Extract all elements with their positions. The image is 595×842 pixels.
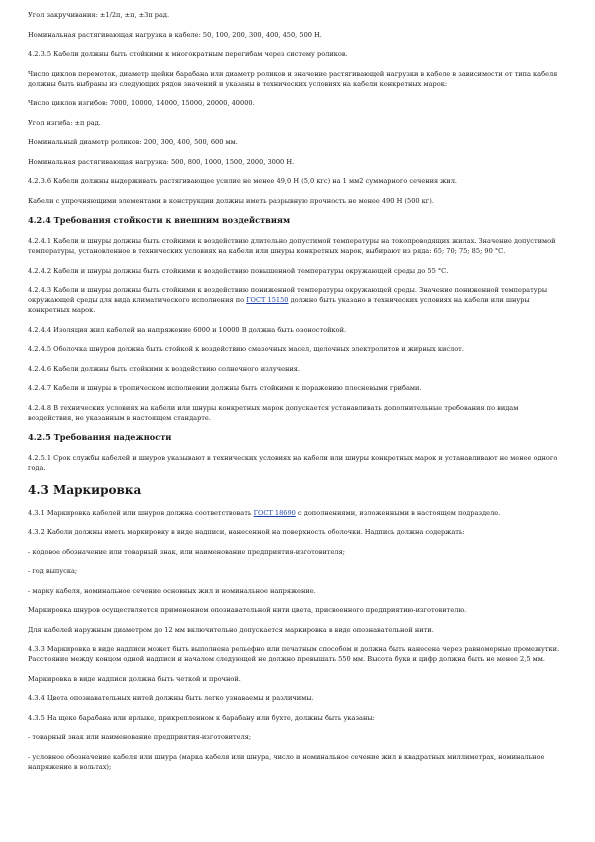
paragraph	[28, 285, 565, 315]
paragraph	[28, 508, 565, 518]
paragraph: Угол изгиба: ±π рад.	[28, 118, 101, 127]
paragraph: - марку кабеля, номинальное сечение основных жил и номинальное напряжение.	[28, 586, 316, 595]
subsection-heading: 4.2.4 Требования стойкости к внешним воздействиям	[28, 215, 291, 225]
paragraph: Маркировка в виде надписи должна быть четкой и прочной.	[28, 674, 241, 683]
standard-link[interactable]: ГОСТ 18690	[253, 508, 296, 517]
paragraph: - кодовое обозначение или товарный знак, или наименование предприятия-изготовителя;	[28, 547, 345, 556]
paragraph: 4.2.3.5 Кабели должны быть стойкими к многократным перегибам через систему роликов.	[28, 50, 348, 58]
paragraph: 4.2.4.5 Оболочка шнуров должна быть стойкой к воздействию смазочных масел, щелочных электролитов и жирных кислот.	[28, 345, 464, 353]
paragraph: Число циклов изгибов: 7000, 10000, 14000, 15000, 20000, 40000.	[28, 99, 255, 107]
paragraph: 4.3.4 Цвета опознавательных нитей должны быть легко узнаваемы и различимы.	[28, 694, 314, 702]
paragraph: 4.3.5 На щеке барабана или ярлыке, прикрепленном к барабану или бухте, должны быть указаны:	[28, 713, 375, 722]
paragraph: - год выпуска;	[28, 567, 78, 575]
paragraph: Угол закручивания: ±1/2π, ±π, ±3π рад.	[28, 11, 170, 19]
paragraph: 4.2.4.2 Кабели и шнуры должны быть стойкими к воздействию повышенной температуры окружающей среды до 55 °С.	[28, 266, 449, 275]
paragraph: 4.2.4.6 Кабели должны быть стойкими к воздействию солнечного излучения.	[28, 364, 301, 373]
paragraph-text: с дополнениями, изложенными в настоящем подразделе.	[295, 508, 501, 517]
paragraph: Маркировка шнуров осуществляется применением опознавательной нити цвета, присвоенного предприятию-изготовителю.	[28, 606, 467, 614]
paragraph-text: должно быть указано в технических условиях на кабели или шнуры конкретных марок.	[28, 296, 530, 314]
paragraph: Номинальная растягивающая нагрузка в кабеле: 50, 100, 200, 300, 400, 450, 500 Н.	[28, 30, 322, 39]
paragraph: 4.2.4.4 Изоляция жил кабелей на напряжение 6000 и 10000 В должна быть озоностойкой.	[28, 325, 347, 334]
paragraph: 4.2.3.6 Кабели должны выдерживать растягивающее усилие не менее 49,0 Н (5,0 кгс) на 1 мм2 суммарного сечения жил.	[28, 177, 458, 185]
paragraph: 4.2.5.1 Срок службы кабелей и шнуров указывают в технических условиях на кабели или шнуры конкретных марок и устанавливают не менее одного года.	[28, 454, 558, 472]
paragraph: 4.3.3 Маркировка в виде надписи может быть выполнена рельефно или печатным способом и должна быть нанесена через равномерные промежутки. Расстояние между концом одной надписи и началом следующей не должно превышать 550 мм. Высота букв и цифр должна быть не менее 2,5 мм.	[28, 645, 560, 663]
paragraph-text: 4.2.4.3 Кабели и шнуры должны быть стойкими к воздействию пониженной температуры окружающей среды. Значение пониженной температуры окружающей среды для вида климатического исполнения по	[28, 286, 548, 304]
paragraph: Число циклов перемоток, диаметр щейки барабана или диаметр роликов и значение растягивающей нагрузки в кабеле в зависимости от типа кабеля должны быть выбраны из следующих рядов значений и указаны в технических условиях на кабели конкретных марок:	[28, 69, 558, 88]
paragraph: - товарный знак или наименование предприятия-изготовителя;	[28, 733, 252, 741]
paragraph: 4.2.4.8 В технических условиях на кабели или шнуры конкретных марок допускается устанавливать дополнительные требования по видам воздействия, не указанным в настоящем стандарте.	[28, 403, 519, 422]
paragraph: Номинальная растягивающая нагрузка: 500, 800, 1000, 1500, 2000, 3000 Н.	[28, 157, 295, 166]
paragraph: - условное обозначение кабеля или шнура (марка кабеля или шнура, число и номинальное сечение жил в квадратных миллиметрах, номинальное напряжение в вольтах);	[28, 752, 545, 771]
section-heading: 4.3 Маркировка	[28, 482, 142, 497]
paragraph: Для кабелей наружным диаметром до 12 мм включительно допускается маркировка в виде опознавательной нити.	[28, 625, 434, 634]
standard-link[interactable]: ГОСТ 15150	[246, 296, 289, 304]
paragraph: Номинальный диаметр роликов: 200, 300, 400, 500, 600 мм.	[28, 138, 238, 146]
subsection-heading: 4.2.5 Требования надежности	[28, 432, 172, 442]
paragraph: 4.2.4.1 Кабели и шнуры должны быть стойкими к воздействию длительно допустимой температуры на токопроводящих жилах. Значение допустимой температуры, установленное в технических условиях на кабели или шнуры конкретных марок, выбирают из ряда: 65; 70; 75; 85; 90 °С.	[28, 237, 556, 255]
paragraph: 4.2.4.7 Кабели и шнуры в тропическом исполнении должны быть стойкими к поражению плесневыми грибами.	[28, 384, 422, 392]
paragraph: Кабели с упрочняющими элементами в конструкции должны иметь разрывную прочность не менее 490 Н (500 кг).	[28, 196, 434, 205]
paragraph: 4.3.2 Кабели должны иметь маркировку в виде надписи, нанесенной на поверхность оболочки. Надпись должна содержать:	[28, 528, 465, 536]
paragraph-text: 4.3.1 Маркировка кабелей или шнуров должна соответствовать	[28, 508, 254, 517]
